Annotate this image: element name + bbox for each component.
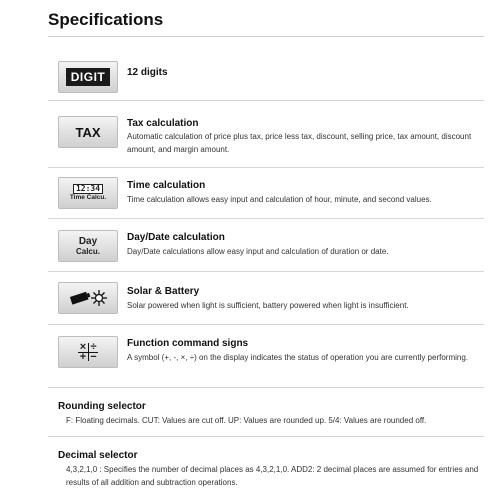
spec-name: Solar & Battery	[127, 286, 200, 297]
decimal-selector-title: Decimal selector	[58, 450, 138, 461]
spec-name: Tax calculation	[127, 118, 199, 129]
tax-icon	[58, 116, 118, 148]
plus-sign: +	[79, 351, 87, 363]
spec-name: Time calculation	[127, 180, 206, 191]
decimal-selector-description: 4,3,2,1,0 : Specifies the number of decimal places as 4,3,2,1,0. ADD2: 2 decimal places are assumed for entries and results of all addition and subtraction operations.	[66, 465, 479, 487]
spec-name: Day/Date calculation	[127, 232, 225, 243]
spec-description: Time calculation allows easy input and calculation of hour, minute, and second values.	[127, 195, 432, 204]
spec-row-day	[48, 219, 484, 272]
divide-sign: ÷	[88, 343, 98, 352]
digit-icon	[58, 61, 118, 93]
rounding-selector-title: Rounding selector	[58, 401, 146, 412]
spec-description: Solar powered when light is sufficient, battery powered when light is insufficient.	[127, 301, 409, 310]
day-icon-bottom: Calcu.	[75, 246, 100, 256]
spec-description: A symbol (+, -, ×, ÷) on the display indicates the status of operation you are currently performing.	[127, 353, 469, 362]
spec-row-time	[48, 168, 484, 219]
function-signs-icon	[58, 336, 118, 368]
multiply-sign: ×	[79, 341, 87, 353]
spec-row-function	[48, 325, 484, 388]
spec-row-tax	[48, 101, 484, 168]
spec-name: 12 digits	[127, 67, 168, 78]
minus-sign: −	[88, 352, 98, 361]
spec-description: Day/Date calculations allow easy input and calculation of duration or date.	[127, 247, 389, 256]
title-divider	[48, 36, 484, 37]
time-calcu-icon	[58, 177, 118, 209]
time-icon-display: 12:34	[73, 184, 103, 194]
day-calcu-icon	[58, 230, 118, 262]
day-icon-top: Day	[78, 235, 98, 247]
spec-row-digits	[48, 52, 484, 101]
solar-battery-icon	[58, 282, 118, 314]
digit-icon-label: DIGIT	[66, 68, 111, 86]
time-icon-label: Time Calcu.	[69, 194, 107, 202]
spec-description: Automatic calculation of price plus tax, price less tax, discount, selling price, tax amount, discount amount, and margin amount.	[127, 132, 472, 154]
tax-icon-label: TAX	[75, 124, 101, 140]
rounding-selector-description: F: Floating decimals. CUT: Values are cut off. UP: Values are rounded up. 5/4: Values are rounded off.	[66, 416, 427, 425]
spec-row-solar	[48, 272, 484, 325]
page-title: Specifications	[48, 10, 164, 29]
spec-name: Function command signs	[127, 338, 249, 349]
section-divider	[48, 436, 484, 437]
